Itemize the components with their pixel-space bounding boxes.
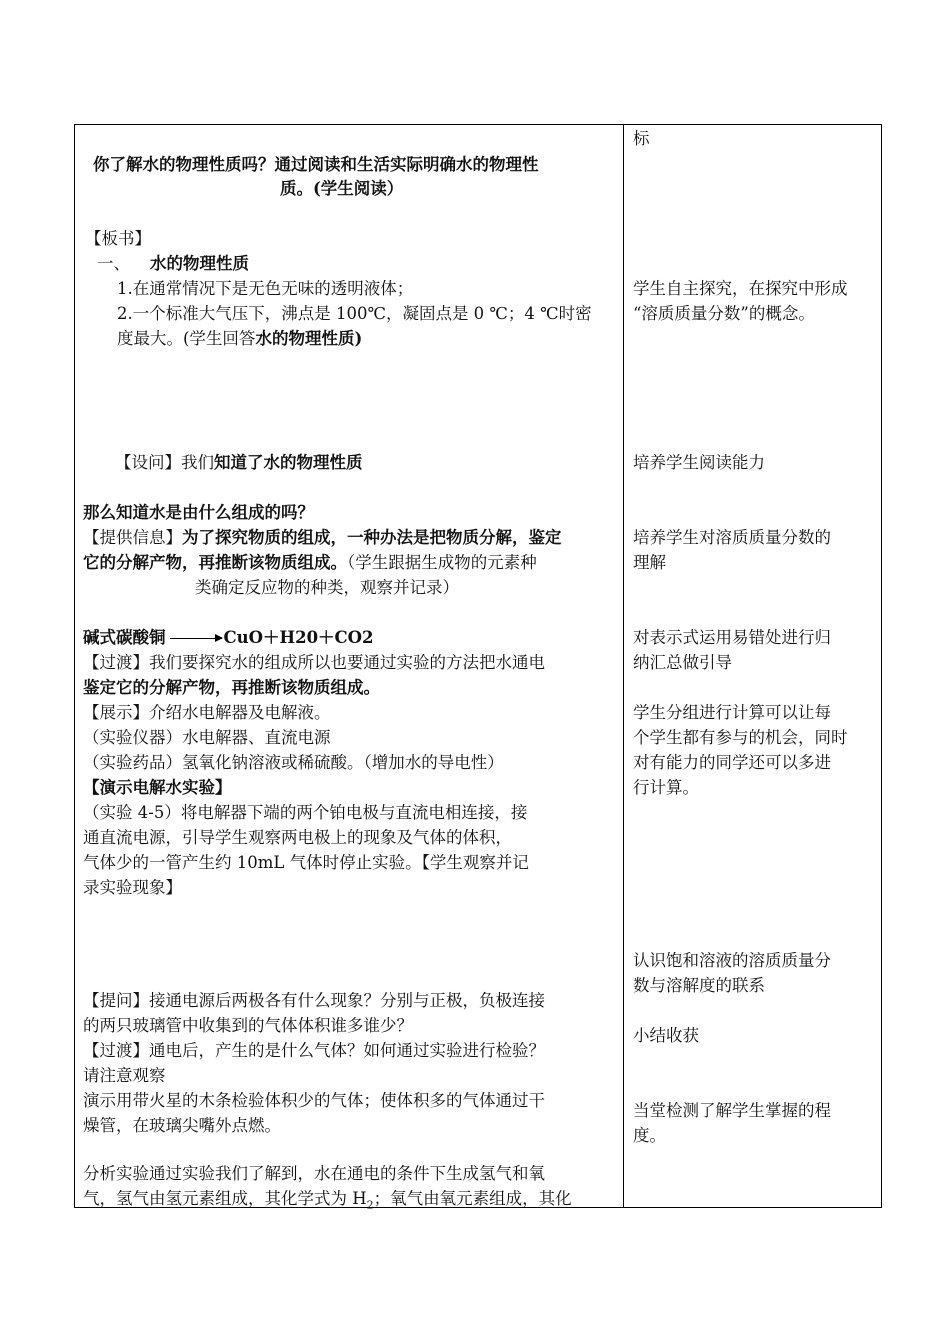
heading-physical-properties: 水的物理性质 <box>150 254 249 273</box>
property-2-cont-a: 度最大。(学生回答 <box>117 329 256 348</box>
property-2-cont <box>117 326 362 351</box>
transition-2: 【过渡】通电后，产生的是什么气体？如何通过实验进行检验？ <box>83 1041 545 1060</box>
property-2: 2.一个标准大气压下，沸点是 100℃，凝固点是 0 ℃；4 ℃时密 <box>117 304 592 323</box>
h2-subscript: 2 <box>366 1198 374 1212</box>
transition-1: 【过渡】我们要探究水的组成所以也要通过实验的方法把水通电 <box>83 653 545 672</box>
analysis-line-2-b: ；氧气由氧元素组成，其化 <box>373 1189 572 1208</box>
info-label: 【提供信息】 <box>83 528 182 547</box>
info-line-1-b: 为了探究物质的组成，一种办法是把物质分解，鉴定 <box>182 528 562 547</box>
question-1-a: 【设问】我们 <box>115 453 214 472</box>
question-1-b: 知道了水的物理性质 <box>214 453 363 472</box>
demo-line-1: 演示用带火星的木条检验体积少的气体；使体积多的气体通过干 <box>83 1091 545 1110</box>
ask-line-1: 【提问】接通电源后两极各有什么现象？分别与正极，负极连接 <box>83 991 545 1010</box>
property-2-cont-b: 水的物理性质) <box>255 329 363 348</box>
note-8-a: 当堂检测了解学生掌握的程 <box>633 1101 831 1120</box>
question-1 <box>115 450 363 475</box>
board-label: 【板书】 <box>85 229 151 248</box>
column-divider <box>623 125 624 1207</box>
note-7: 小结收获 <box>633 1026 699 1045</box>
heading-number: 一、 <box>97 254 130 273</box>
info-line-2-a: 它的分解产物，再推断该物质组成。 <box>83 553 347 572</box>
info-line-3: 类确定反应物的种类，观察并记录） <box>195 578 459 597</box>
note-1-a: 学生自主探究，在探究中形成 <box>633 279 848 298</box>
note-5-a: 学生分组进行计算可以让每 <box>633 703 831 722</box>
experiment-line-2: 通直流电源，引导学生观察两电极上的现象及气体的体积， <box>83 828 512 847</box>
transition-2-cont: 请注意观察 <box>83 1066 166 1085</box>
note-2: 培养学生阅读能力 <box>633 453 765 472</box>
intro-line-2: 质。(学生阅读） <box>280 179 404 198</box>
reagents: （实验药品）氢氧化钠溶液或稀硫酸。（增加水的导电性） <box>83 753 504 772</box>
reaction-equation <box>83 625 374 650</box>
property-1: 1.在通常情况下是无色无味的透明液体； <box>117 279 414 298</box>
note-0: 标 <box>633 129 650 148</box>
note-6-a: 认识饱和溶液的溶质质量分 <box>633 951 831 970</box>
analysis-line-1: 分析实验通过实验我们了解到，水在通电的条件下生成氢气和氧 <box>83 1164 545 1183</box>
reaction-arrow-icon <box>170 638 222 639</box>
demo-heading: 【演示电解水实验】 <box>83 778 232 797</box>
show-label: 【展示】介绍水电解器及电解液。 <box>83 703 331 722</box>
note-5-b: 个学生都有参与的机会，同时 <box>633 728 848 747</box>
experiment-line-3: 气体少的一管产生约 10mL 气体时停止实验。【学生观察并记 <box>83 853 529 872</box>
note-6-b: 数与溶解度的联系 <box>633 976 765 995</box>
note-4-a: 对表示式运用易错处进行归 <box>633 628 831 647</box>
ask-line-2: 的两只玻璃管中收集到的气体体积谁多谁少？ <box>83 1016 413 1035</box>
note-5-c: 对有能力的同学还可以多进 <box>633 753 831 772</box>
experiment-line-1: （实验 4-5）将电解器下端的两个铂电极与直流电相连接，接 <box>83 803 528 822</box>
analysis-line-2 <box>83 1186 572 1217</box>
note-4-b: 纳汇总做引导 <box>633 653 732 672</box>
instruments: （实验仪器）水电解器、直流电源 <box>83 728 331 747</box>
lesson-table <box>74 124 882 1212</box>
demo-line-2: 燥管，在玻璃尖嘴外点燃。 <box>83 1116 281 1135</box>
info-line-2-b: （学生跟据生成物的元素种 <box>347 553 537 572</box>
transition-1-cont: 鉴定它的分解产物，再推断该物质组成。 <box>83 678 380 697</box>
note-1-b: “溶质质量分数”的概念。 <box>633 304 815 323</box>
note-3-b: 理解 <box>633 553 666 572</box>
note-3-a: 培养学生对溶质质量分数的 <box>633 528 831 547</box>
intro-line-1: 你了解水的物理性质吗？通过阅读和生活实际明确水的物理性 <box>93 155 539 174</box>
analysis-line-2-a: 气，氢气由氢元素组成，其化学式为 H <box>83 1189 367 1208</box>
note-5-d: 行计算。 <box>633 778 699 797</box>
experiment-line-4: 录实验现象】 <box>83 878 182 897</box>
info-line-2 <box>83 550 537 575</box>
reactant: 碱式碳酸铜 <box>83 628 166 647</box>
products: CuO＋H20＋CO2 <box>223 628 374 647</box>
note-8-b: 度。 <box>633 1126 666 1145</box>
question-2: 那么知道水是由什么组成的吗？ <box>83 503 314 522</box>
info-line-1 <box>83 525 562 550</box>
